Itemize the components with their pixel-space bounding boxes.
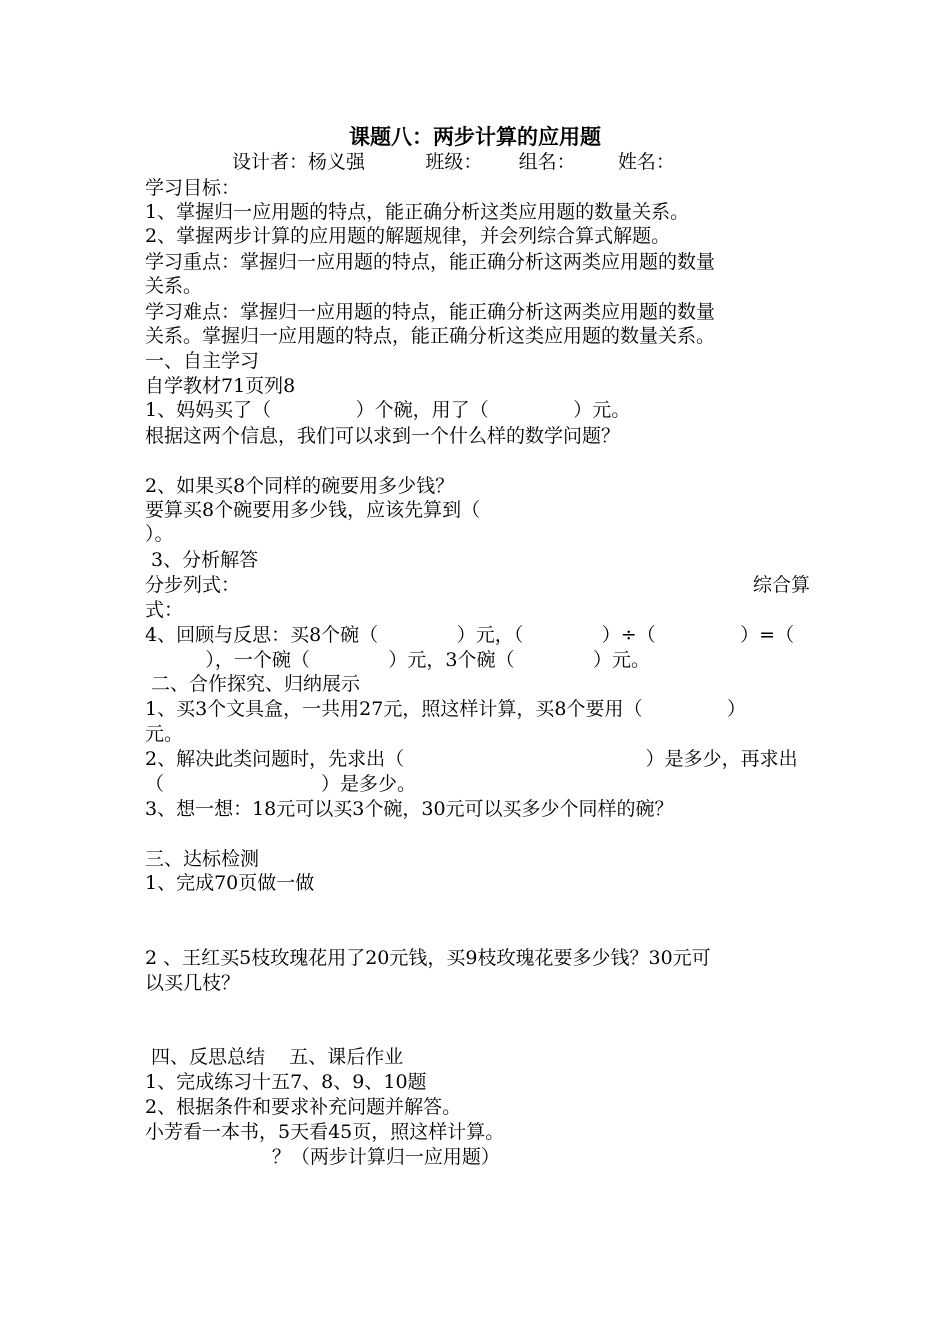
text-line: 小芳看一本书，5天看45页，照这样计算。 [145,1121,505,1143]
text-line: 1、完成70页做一做 [145,872,315,894]
text-line: 关系。掌握归一应用题的特点，能正确分析这类应用题的数量关系。 [145,325,716,347]
text-line: 一、自主学习 [145,350,260,372]
text-line: 1、妈妈买了（ ）个碗，用了（ ）元。 [145,399,631,421]
text-line: 式： [145,599,184,621]
text-line: 自学教材71页列8 [145,375,296,397]
text-line: 二、合作探究、归纳展示 [145,673,361,695]
text-line-right: 综合算 [752,574,810,596]
text-line: 分步列式： [145,574,241,596]
text-line: 要算买8个碗要用多少钱，应该先算到（ [145,499,481,521]
text-line: 四、反思总结 五、课后作业 [145,1046,404,1068]
text-line: 以买几枝？ [145,972,241,994]
text-line: ），一个碗（ ）元，3个碗（ ）元。 [145,649,651,671]
text-line: 1、完成练习十五7、8、9、10题 [145,1071,427,1093]
text-line: 根据这两个信息，我们可以求到一个什么样的数学问题？ [145,425,621,447]
page-title: 课题八：两步计算的应用题 [349,124,601,149]
text-line: 1、买3个文具盒，一共用27元，照这样计算，买8个要用（ ） [145,698,746,720]
text-line: 3、想一想：18元可以买3个碗，30元可以买多少个同样的碗？ [145,798,674,820]
text-line: 元。 [145,723,184,745]
text-line: 4、回顾与反思：买8个碗（ ）元，（ ）÷（ ）=（ [145,624,795,646]
text-line: 3、分析解答 [145,549,259,571]
text-line: 学习难点：掌握归一应用题的特点，能正确分析这两类应用题的数量 [145,301,716,323]
text-line: 学习重点：掌握归一应用题的特点，能正确分析这两类应用题的数量 [145,251,716,273]
text-line: 2、掌握两步计算的应用题的解题规律，并会列综合算式解题。 [145,225,671,247]
text-line: 2 、王红买5枝玫瑰花用了20元钱，买9枝玫瑰花要多少钱？30元可 [145,947,711,969]
text-line: 关系。 [145,275,203,297]
byline: 设计者：杨义强 班级： 组名： 姓名： [232,151,675,173]
text-line: ）。 [145,523,174,545]
text-line: （ ）是多少。 [145,773,417,795]
text-line: 2、如果买8个同样的碗要用多少钱？ [145,475,455,497]
text-line: 1、掌握归一应用题的特点，能正确分析这类应用题的数量关系。 [145,201,690,223]
text-line: 2、解决此类问题时，先求出（ ）是多少，再求出 [145,748,798,770]
text-line: ？（两步计算归一应用题） [145,1146,500,1168]
text-line: 三、达标检测 [145,848,260,870]
text-line: 学习目标： [145,177,241,199]
text-line: 2、根据条件和要求补充问题并解答。 [145,1096,462,1118]
